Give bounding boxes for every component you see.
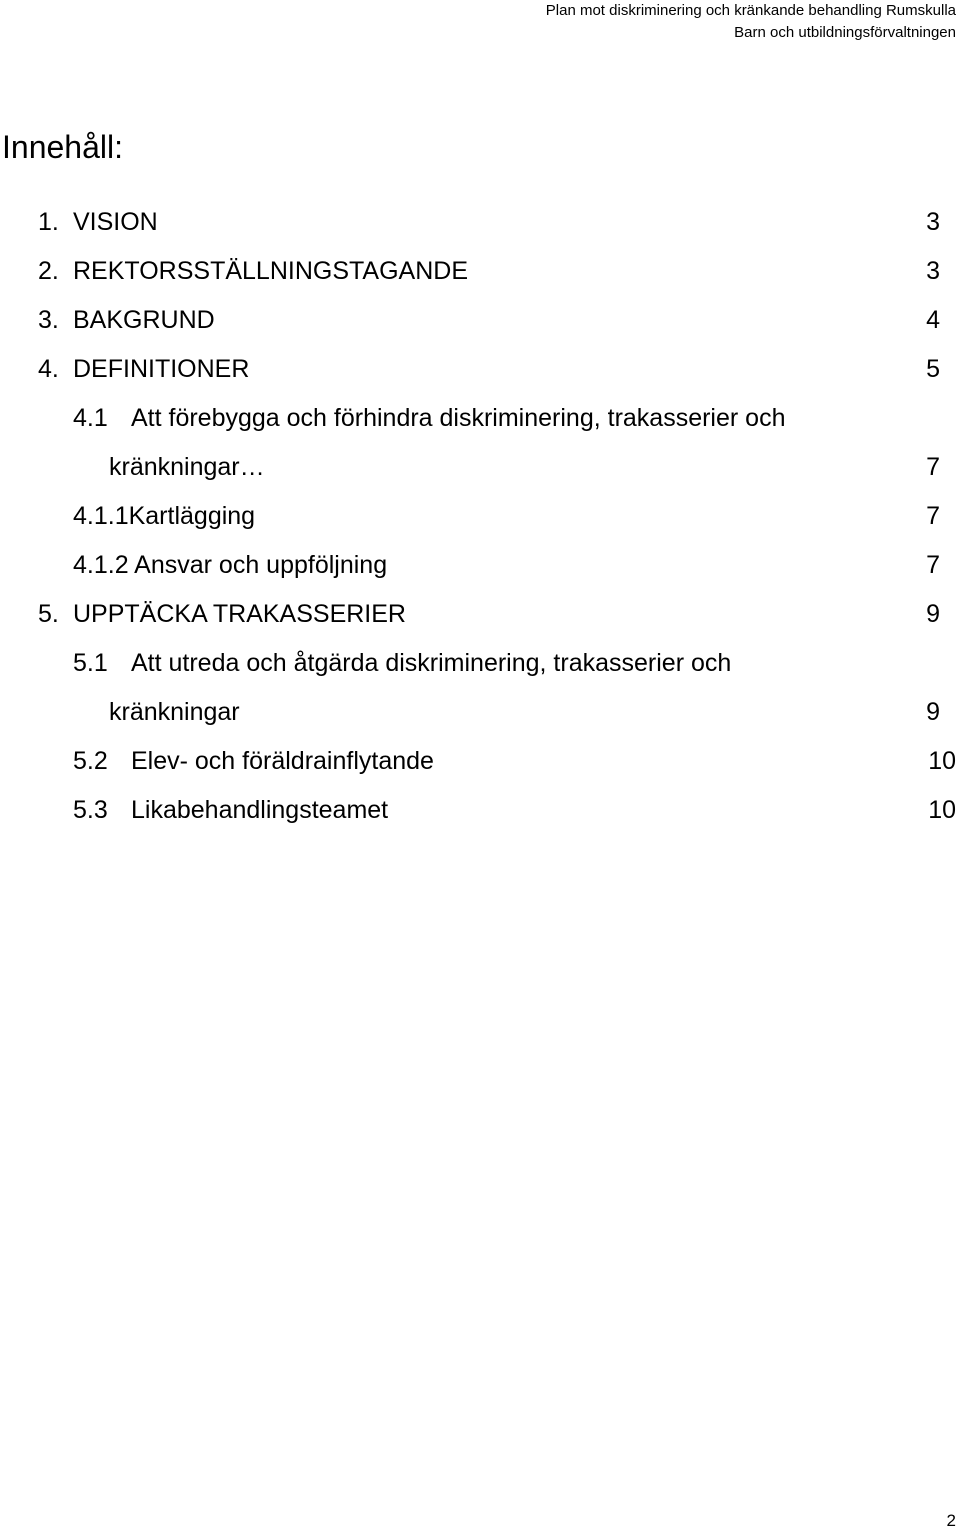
toc-entry-5-3[interactable]	[0, 786, 960, 835]
toc-entry-4-1-line1[interactable]	[0, 394, 960, 443]
toc-entry-page: 10	[928, 796, 956, 824]
page-number: 2	[946, 1511, 956, 1530]
header-department: Barn och utbildningsförvaltningen	[734, 24, 956, 41]
toc-entry-page: 9	[926, 698, 940, 726]
toc-entry-number: 1.	[38, 208, 59, 236]
toc-entry-text: kränkningar…	[109, 453, 265, 481]
toc-entry-text: Likabehandlingsteamet	[131, 796, 389, 824]
toc-entry-text: 4.1.1Kartlägging	[73, 502, 256, 530]
toc-entry-text: kränkningar	[109, 698, 240, 726]
toc-entry-text: VISION	[73, 208, 158, 236]
toc-title: Innehåll:	[2, 129, 123, 165]
header-document-title: Plan mot diskriminering och kränkande behandling Rumskulla	[545, 2, 956, 19]
toc-entry-page: 5	[926, 355, 940, 383]
toc-entry-page: 7	[926, 502, 940, 530]
toc-entry-page: 9	[926, 600, 940, 628]
toc-entry-vision[interactable]	[0, 198, 960, 247]
toc-entry-text: Att utreda och åtgärda diskriminering, trakasserier och	[131, 649, 732, 677]
toc-entry-4-1-1[interactable]	[0, 492, 960, 541]
toc-entry-page: 3	[926, 257, 940, 285]
toc-entry-text: UPPTÄCKA TRAKASSERIER	[73, 600, 406, 628]
toc-entry-text: 4.1.2 Ansvar och uppföljning	[73, 551, 388, 579]
toc-entry-page: 7	[926, 453, 940, 481]
toc-entry-4-1-line2[interactable]	[0, 443, 960, 492]
toc-entry-page: 10	[928, 747, 956, 775]
toc-entry-text: Att förebygga och förhindra diskriminering, trakasserier och	[131, 404, 786, 432]
toc-entry-text: Elev- och föräldrainflytande	[131, 747, 434, 775]
toc-entry-rektorsstallningstagande[interactable]	[0, 247, 960, 296]
toc-entry-bakgrund[interactable]	[0, 296, 960, 345]
toc-entry-number: 5.1	[73, 649, 108, 677]
toc-entry-upptacka-trakasserier[interactable]	[0, 590, 960, 639]
toc-entry-text: DEFINITIONER	[73, 355, 250, 383]
toc-entry-5-2[interactable]	[0, 737, 960, 786]
toc-entry-page: 3	[926, 208, 940, 236]
toc-entry-5-1-line2[interactable]	[0, 688, 960, 737]
toc-entry-number: 4.1	[73, 404, 108, 432]
toc-entry-4-1-2[interactable]	[0, 541, 960, 590]
toc-entry-text: REKTORSSTÄLLNINGSTAGANDE	[73, 257, 468, 285]
toc-entry-5-1-line1[interactable]	[0, 639, 960, 688]
toc-entry-page: 7	[926, 551, 940, 579]
toc-entry-number: 4.	[38, 355, 59, 383]
toc-entry-number: 5.	[38, 600, 59, 628]
toc-entry-number: 2.	[38, 257, 59, 285]
toc-entry-number: 3.	[38, 306, 59, 334]
toc-entry-text: BAKGRUND	[73, 306, 215, 334]
toc-entry-number: 5.2	[73, 747, 108, 775]
page-header	[546, 0, 956, 44]
toc-entry-page: 4	[926, 306, 940, 334]
toc-entry-number: 5.3	[73, 796, 108, 824]
toc-entry-definitioner[interactable]	[0, 345, 960, 394]
